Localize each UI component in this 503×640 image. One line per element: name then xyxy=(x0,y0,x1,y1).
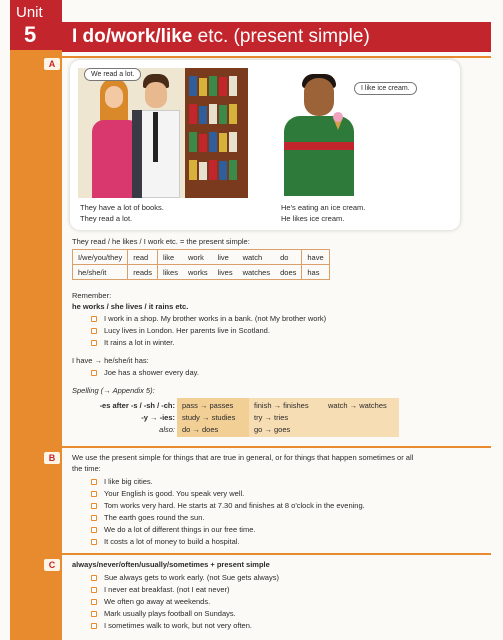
caption-line: They have a lot of books. xyxy=(80,203,164,212)
table-cell: I/we/you/they xyxy=(73,250,128,265)
example-line: The earth goes round the sun. xyxy=(104,513,205,522)
example-line: I never eat breakfast. (not I eat never) xyxy=(104,585,230,594)
book-icon xyxy=(209,132,217,152)
present-simple-intro: They read / he likes / I work etc. = the present simple: xyxy=(72,237,250,246)
speech-bubble-right: I like ice cream. xyxy=(354,82,417,95)
example-line: Sue always gets to work early. (not Sue gets always) xyxy=(104,573,279,582)
book-icon xyxy=(199,162,207,180)
bullet-icon xyxy=(91,340,97,346)
book-icon xyxy=(229,104,237,124)
spelling-example: go → goes xyxy=(254,425,291,434)
bullet-icon xyxy=(91,328,97,334)
book-icon xyxy=(209,76,217,96)
example-line: We do a lot of different things in our free time. xyxy=(104,525,256,534)
example-line: We often go away at weekends. xyxy=(104,597,211,606)
example-line: Joe has a shower every day. xyxy=(104,368,199,377)
bullet-icon xyxy=(91,370,97,376)
example-line: It rains a lot in winter. xyxy=(104,338,175,347)
section-a-label: A xyxy=(44,58,60,70)
table-cell: lives xyxy=(213,265,238,280)
unit-word: Unit xyxy=(16,4,43,21)
section-a-divider xyxy=(62,56,491,58)
title-rest: etc. (present simple) xyxy=(192,26,370,47)
unit-number: 5 xyxy=(24,22,37,47)
spelling-label: Spelling (→ Appendix 5): xyxy=(72,386,155,395)
book-icon xyxy=(189,104,197,124)
example-line: I like big cities. xyxy=(104,477,153,486)
title-bar xyxy=(62,22,491,52)
bullet-icon xyxy=(91,503,97,509)
example-line: Mark usually plays football on Sundays. xyxy=(104,609,236,618)
spelling-rule: -y → -ies: xyxy=(141,413,175,422)
unit-badge xyxy=(10,0,62,50)
left-margin-bar xyxy=(10,0,62,640)
example-line: I sometimes walk to work, but not very often. xyxy=(104,621,252,630)
section-c-intro: always/never/often/usually/sometimes + present simple xyxy=(72,560,270,569)
section-b-label: B xyxy=(44,452,60,464)
woman-face xyxy=(105,86,123,108)
ice-cream-icon xyxy=(333,112,343,122)
bullet-icon xyxy=(91,479,97,485)
caption-line: He likes ice cream. xyxy=(281,214,345,223)
book-icon xyxy=(209,160,217,180)
bullet-icon xyxy=(91,316,97,322)
bullet-icon xyxy=(91,575,97,581)
bullet-icon xyxy=(91,515,97,521)
table-cell: reads xyxy=(128,265,158,280)
bullet-icon xyxy=(91,527,97,533)
table-cell: have xyxy=(302,250,329,265)
spelling-example: pass → passes xyxy=(182,401,234,410)
table-cell: like xyxy=(157,250,183,265)
book-icon xyxy=(199,106,207,124)
conjugation-table xyxy=(72,249,330,280)
table-cell: does xyxy=(275,265,302,280)
table-row xyxy=(73,250,330,265)
table-cell: read xyxy=(128,250,158,265)
book-icon xyxy=(189,160,197,180)
book-icon xyxy=(219,105,227,124)
bullet-icon xyxy=(91,611,97,617)
tie-icon xyxy=(153,112,158,162)
boy-sweater-stripe xyxy=(284,142,354,150)
table-cell: likes xyxy=(157,265,183,280)
caption-line: He's eating an ice cream. xyxy=(281,203,366,212)
section-b-intro: the time: xyxy=(72,464,101,473)
table-cell: he/she/it xyxy=(73,265,128,280)
page-title xyxy=(72,26,370,48)
book-icon xyxy=(229,76,237,96)
table-cell: live xyxy=(213,250,238,265)
spelling-example: watch → watches xyxy=(328,401,387,410)
remember-label: Remember: xyxy=(72,291,112,300)
book-icon xyxy=(189,76,197,96)
bullet-icon xyxy=(91,539,97,545)
bullet-icon xyxy=(91,587,97,593)
spelling-example: try → tries xyxy=(254,413,289,422)
book-icon xyxy=(199,78,207,96)
spelling-example: study → studies xyxy=(182,413,236,422)
section-b-divider xyxy=(62,446,491,448)
spelling-rule: -es after -s / -sh / -ch: xyxy=(99,401,175,410)
bullet-icon xyxy=(91,599,97,605)
boy-face xyxy=(304,78,334,116)
book-icon xyxy=(229,160,237,180)
title-bold: I do/work/like xyxy=(72,26,193,47)
book-icon xyxy=(229,132,237,152)
bullet-icon xyxy=(91,623,97,629)
book-icon xyxy=(209,104,217,124)
table-cell: has xyxy=(302,265,329,280)
spelling-example: do → does xyxy=(182,425,219,434)
have-rule: I have → he/she/it has: xyxy=(72,356,149,365)
table-cell: watch xyxy=(238,250,276,265)
book-icon xyxy=(219,161,227,180)
example-line: I work in a shop. My brother works in a bank. (not My brother work) xyxy=(104,314,327,323)
spelling-rule: also: xyxy=(159,425,175,434)
speech-bubble-left: We read a lot. xyxy=(84,68,141,81)
caption-left xyxy=(80,202,164,224)
table-cell: works xyxy=(183,265,213,280)
example-line: Your English is good. You speak very well. xyxy=(104,489,245,498)
book-icon xyxy=(189,132,197,152)
book-icon xyxy=(219,133,227,152)
section-c-divider xyxy=(62,553,491,555)
boy-figure xyxy=(284,116,354,196)
example-line: Lucy lives in London. Her parents live in Scotland. xyxy=(104,326,270,335)
man-jacket xyxy=(132,110,142,198)
man-face xyxy=(145,82,167,108)
caption-line: They read a lot. xyxy=(80,214,133,223)
caption-right xyxy=(281,202,365,224)
bullet-icon xyxy=(91,491,97,497)
table-cell: work xyxy=(183,250,213,265)
section-b-intro: We use the present simple for things that are true in general, or for things that happen sometimes or all xyxy=(72,453,414,462)
example-line: It costs a lot of money to build a hospital. xyxy=(104,537,240,546)
he-works-rule: he works / she lives / it rains etc. xyxy=(72,302,189,311)
section-c-label: C xyxy=(44,559,60,571)
example-line: Tom works very hard. He starts at 7.30 and finishes at 8 o'clock in the evening. xyxy=(104,501,365,510)
table-cell: watches xyxy=(238,265,276,280)
table-cell: do xyxy=(275,250,302,265)
book-icon xyxy=(219,77,227,96)
table-row xyxy=(73,265,330,280)
spelling-example: finish → finishes xyxy=(254,401,309,410)
book-icon xyxy=(199,134,207,152)
